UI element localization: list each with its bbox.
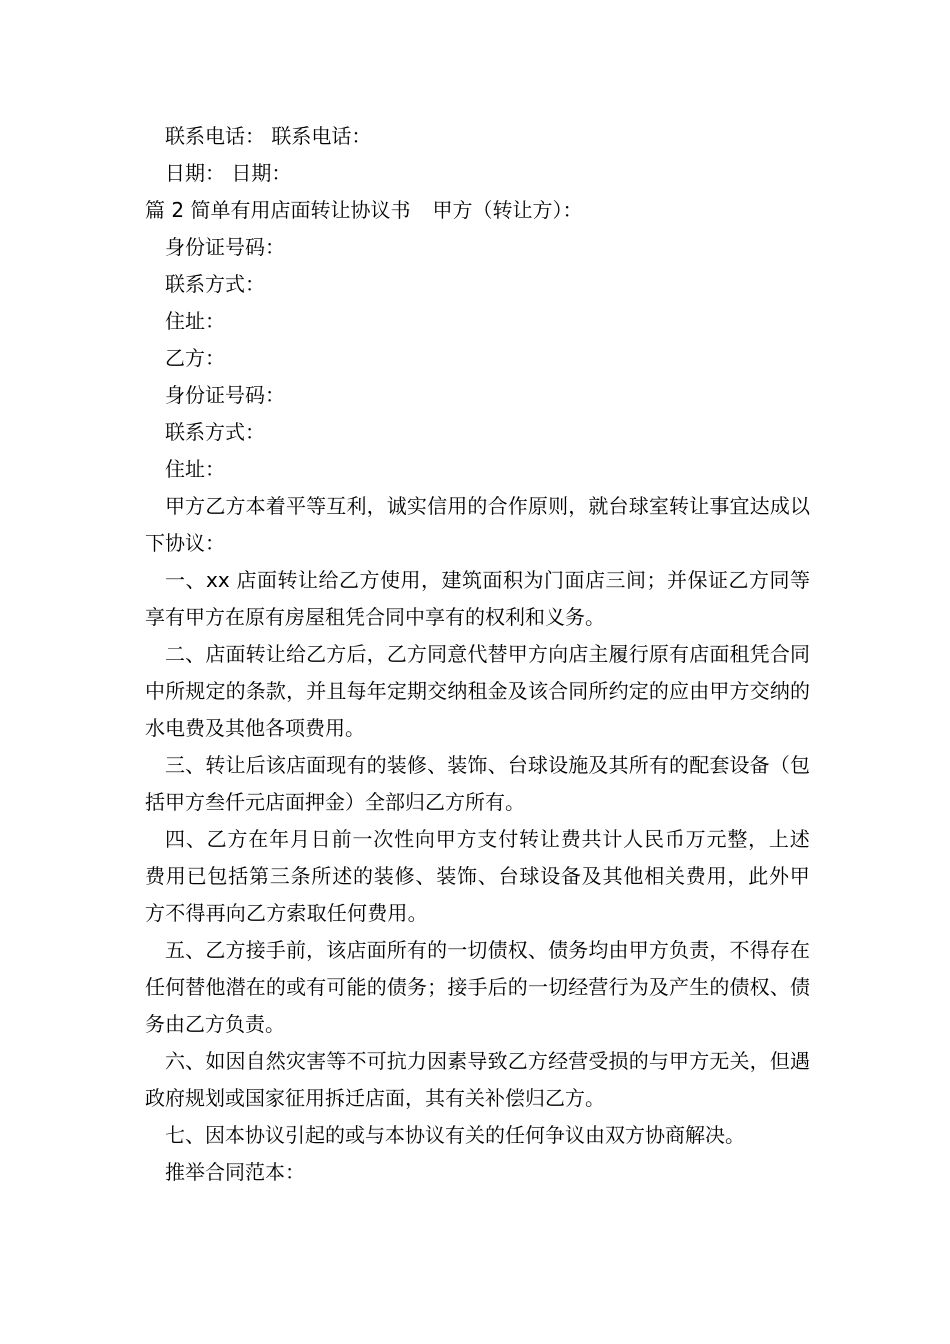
- section-title-line: [145, 192, 810, 229]
- clause-3: 三、转让后该店面现有的装修、装饰、台球设施及其所有的配套设备（包括甲方叁仟元店面押金）全部归乙方所有。: [145, 753, 810, 814]
- recommend-template: 推举合同范本：: [165, 1160, 305, 1184]
- clause-5: 五、乙方接手前，该店面所有的一切债权、债务均由甲方负责，不得存在任何替他潜在的或有可能的债务；接手后的一切经营行为及产生的债权、债务由乙方负责。: [145, 938, 810, 1036]
- clause-7: 七、因本协议引起的或与本协议有关的任何争议由双方协商解决。: [165, 1123, 745, 1147]
- date-line: 日期： 日期：: [165, 161, 292, 185]
- party-a-address: 住址：: [165, 309, 225, 333]
- party-a-id-number: 身份证号码：: [165, 235, 285, 259]
- party-a-label: 甲方（转让方）：: [432, 198, 583, 222]
- party-b-id-number: 身份证号码：: [165, 383, 285, 407]
- contact-phone-line: 联系电话： 联系电话：: [165, 124, 372, 148]
- party-b-address: 住址：: [165, 457, 225, 481]
- intro-paragraph: 甲方乙方本着平等互利，诚实信用的合作原则，就台球室转让事宜达成以下协议：: [145, 494, 810, 555]
- clause-2: 二、店面转让给乙方后，乙方同意代替甲方向店主履行原有店面租凭合同中所规定的条款，并且每年定期交纳租金及该合同所约定的应由甲方交纳的水电费及其他各项费用。: [145, 642, 810, 740]
- party-a-contact: 联系方式：: [165, 272, 265, 296]
- party-b-contact: 联系方式：: [165, 420, 265, 444]
- party-b-label: 乙方：: [165, 346, 225, 370]
- clause-1: 一、xx 店面转让给乙方使用，建筑面积为门面店三间；并保证乙方同等享有甲方在原有房屋租凭合同中享有的权利和义务。: [145, 568, 810, 629]
- clause-4: 四、乙方在年月日前一次性向甲方支付转让费共计人民币万元整，上述费用已包括第三条所述的装修、装饰、台球设备及其他相关费用，此外甲方不得再向乙方索取任何费用。: [145, 827, 810, 925]
- section-title: 篇 2 简单有用店面转让协议书: [145, 198, 411, 222]
- document-body: [145, 118, 810, 1191]
- clause-6: 六、如因自然灾害等不可抗力因素导致乙方经营受损的与甲方无关，但遇政府规划或国家征用拆迁店面，其有关补偿归乙方。: [145, 1049, 810, 1110]
